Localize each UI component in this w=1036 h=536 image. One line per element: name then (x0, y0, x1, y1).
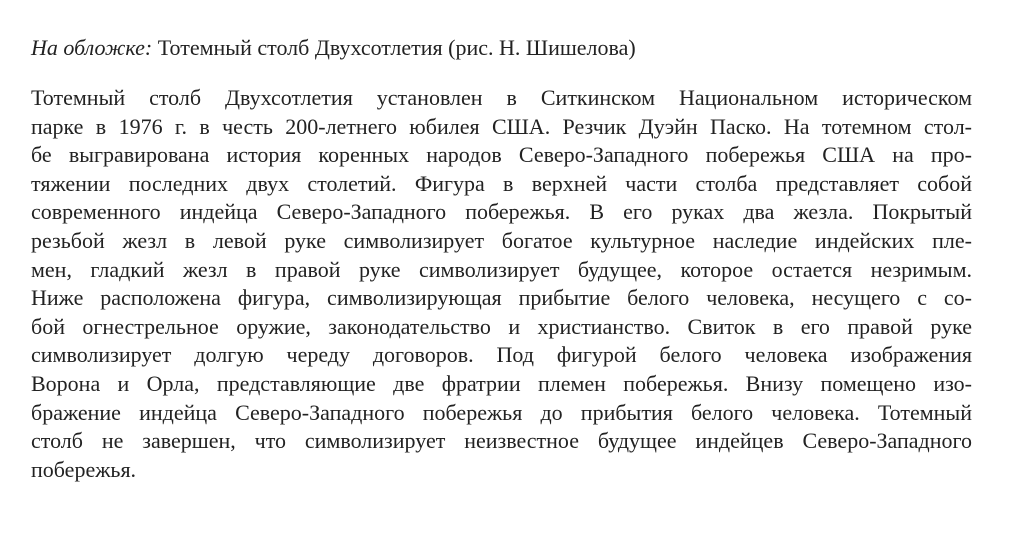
body-paragraph (31, 84, 972, 484)
paragraph-line: тяжении последних двух столетий. Фигура в верхней части столба представляет собой (31, 170, 972, 196)
cover-caption-label: На обложке: (31, 35, 153, 60)
paragraph-line: побережья. (31, 456, 137, 482)
paragraph-line: бой огнестрельное оружие, законодательство и христианство. Свиток в его правой руке (31, 313, 972, 339)
paragraph-line: современного индейца Северо-Западного побережья. В его руках два жезла. Покрытый (31, 199, 972, 225)
cover-caption-text: Тотемный столб Двухсотлетия (рис. Н. Шишелова) (157, 35, 636, 60)
paragraph-line: парке в 1976 г. в честь 200-летнего юбилея США. Резчик Дуэйн Паско. На тотемном стол- (31, 113, 972, 139)
document-page (31, 34, 972, 484)
paragraph-line: бе выгравирована история коренных народов Северо-Западного побережья США на про- (31, 142, 972, 168)
paragraph-line: мен, гладкий жезл в правой руке символизирует будущее, которое остается незримым. (31, 256, 972, 282)
paragraph-line: Тотемный столб Двухсотлетия установлен в Ситкинском Национальном историческом (31, 85, 972, 110)
paragraph-line: символизирует долгую череду договоров. Под фигурой белого человека изображения (31, 342, 972, 368)
paragraph-line: резьбой жезл в левой руке символизирует богатое культурное наследие индейских пле- (31, 227, 972, 253)
paragraph-line: бражение индейца Северо-Западного побережья до прибытия белого человека. Тотемный (31, 399, 972, 425)
paragraph-line: столб не завершен, что символизирует неизвестное будущее индейцев Северо-Западного (31, 428, 972, 454)
cover-caption (31, 34, 972, 62)
paragraph-line: Ворона и Орла, представляющие две фратрии племен побережья. Внизу помещено изо- (31, 370, 972, 396)
paragraph-line: Ниже расположена фигура, символизирующая прибытие белого человека, несущего с со- (31, 285, 972, 311)
